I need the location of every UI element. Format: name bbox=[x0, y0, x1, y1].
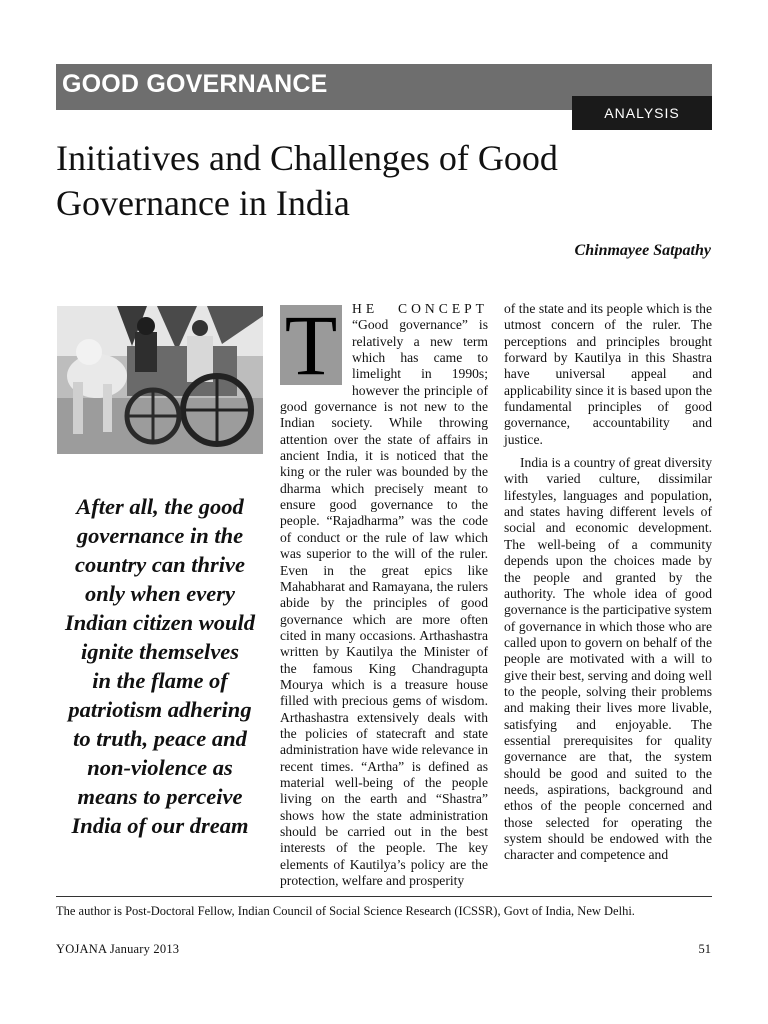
body-column-2 bbox=[504, 301, 712, 864]
body-paragraph: of the state and its people which is the utmost concern of the ruler. The perceptions and principles brought forward by Kautilya in this Shastra have universal appeal and applicability since it is based upon the fundamental principles of good governance, accountability and justice. bbox=[504, 301, 712, 447]
pull-quote-line: India of our dream bbox=[71, 813, 249, 838]
page-number: 51 bbox=[698, 942, 711, 956]
pull-quote-line: in the flame of bbox=[92, 668, 228, 693]
pull-quote-line: Indian citizen would bbox=[64, 610, 256, 635]
body-column-1 bbox=[280, 297, 488, 889]
pull-quote-line: country can thrive bbox=[74, 552, 245, 577]
body-paragraph: India is a country of great diversity with varied culture, dissimilar lifestyles, languages and population, and states having different levels of social and economic development. The well-being of a community depends upon the choices made by the people and granted by the authority. The whole idea of good governance is the participative system of governance in which those who are called upon to govern on behalf of the people are motivated with a will to give their best, serving and doing well to the people, solving their problems and making their lives more livable, satisfying and enjoyable. The essential prerequisites for quality governance are that, the system should be good and suited to the needs, aspirations, background and ethos of the people concerned and those selected for operating the system should be endowed with the character and competence and bbox=[504, 455, 713, 863]
footnote-divider bbox=[56, 896, 712, 897]
pull-quote-line: ignite themselves bbox=[80, 639, 240, 664]
pull-quote-line: After all, the good bbox=[76, 494, 244, 519]
publication-footer: YOJANA January 2013 bbox=[56, 942, 180, 956]
section-title: GOOD GOVERNANCE bbox=[62, 70, 328, 98]
author-footnote: The author is Post-Doctoral Fellow, Indian Council of Social Science Research (ICSSR), Govt of India, New Delhi. bbox=[56, 904, 635, 918]
pull-quote-line: non-violence as bbox=[87, 755, 233, 780]
analysis-tag: ANALYSIS bbox=[572, 96, 712, 130]
bullock-cart-image bbox=[57, 306, 263, 454]
pull-quote-line: means to perceive bbox=[77, 784, 243, 809]
author-byline: Chinmayee Satpathy bbox=[574, 242, 711, 259]
body-text: “Good governance” is relatively a new term which has came to limelight in 1990s; however the principle of good governance is not new to the Indian society. While throwing attention over the state of affairs in ancient India, it is noticed that the king or the ruler was bounded by the dharma which precisely meant to ensure good governance to the people. “Rajadharma” was the code of conduct or the rule of law which was superior to the will of the ruler. Even in the great epics like Mahabharat and Ramayana, the rulers abide by the principles of good governance which are more often cited in many occasions. Arthashastra written by Kautilya the Minister of the famous King Chandragupta Mourya which is a treasure house filled with precious gems of wisdom. Arthashastra extensively deals with the policies of statecraft and state administration have wide relevance in recent times. “Artha” is defined as material well-being of the people living on the earth and “Shastra” shows how the state administration should be carried out in the best interests of the people. The key elements of Kautilya’s policy are the protection, welfare and prosperity bbox=[280, 317, 488, 889]
drop-cap: T bbox=[280, 305, 342, 385]
pull-quote bbox=[50, 492, 270, 840]
article-photo bbox=[57, 306, 263, 454]
article-title: Initiatives and Challenges of Good Governance in India bbox=[56, 138, 558, 223]
pull-quote-line: governance in the bbox=[76, 523, 244, 548]
opening-words: HE CONCEPT bbox=[352, 301, 488, 316]
pull-quote-line: only when every bbox=[85, 581, 235, 606]
pull-quote-line: patriotism adhering bbox=[68, 697, 252, 722]
pull-quote-line: to truth, peace and bbox=[73, 726, 247, 751]
